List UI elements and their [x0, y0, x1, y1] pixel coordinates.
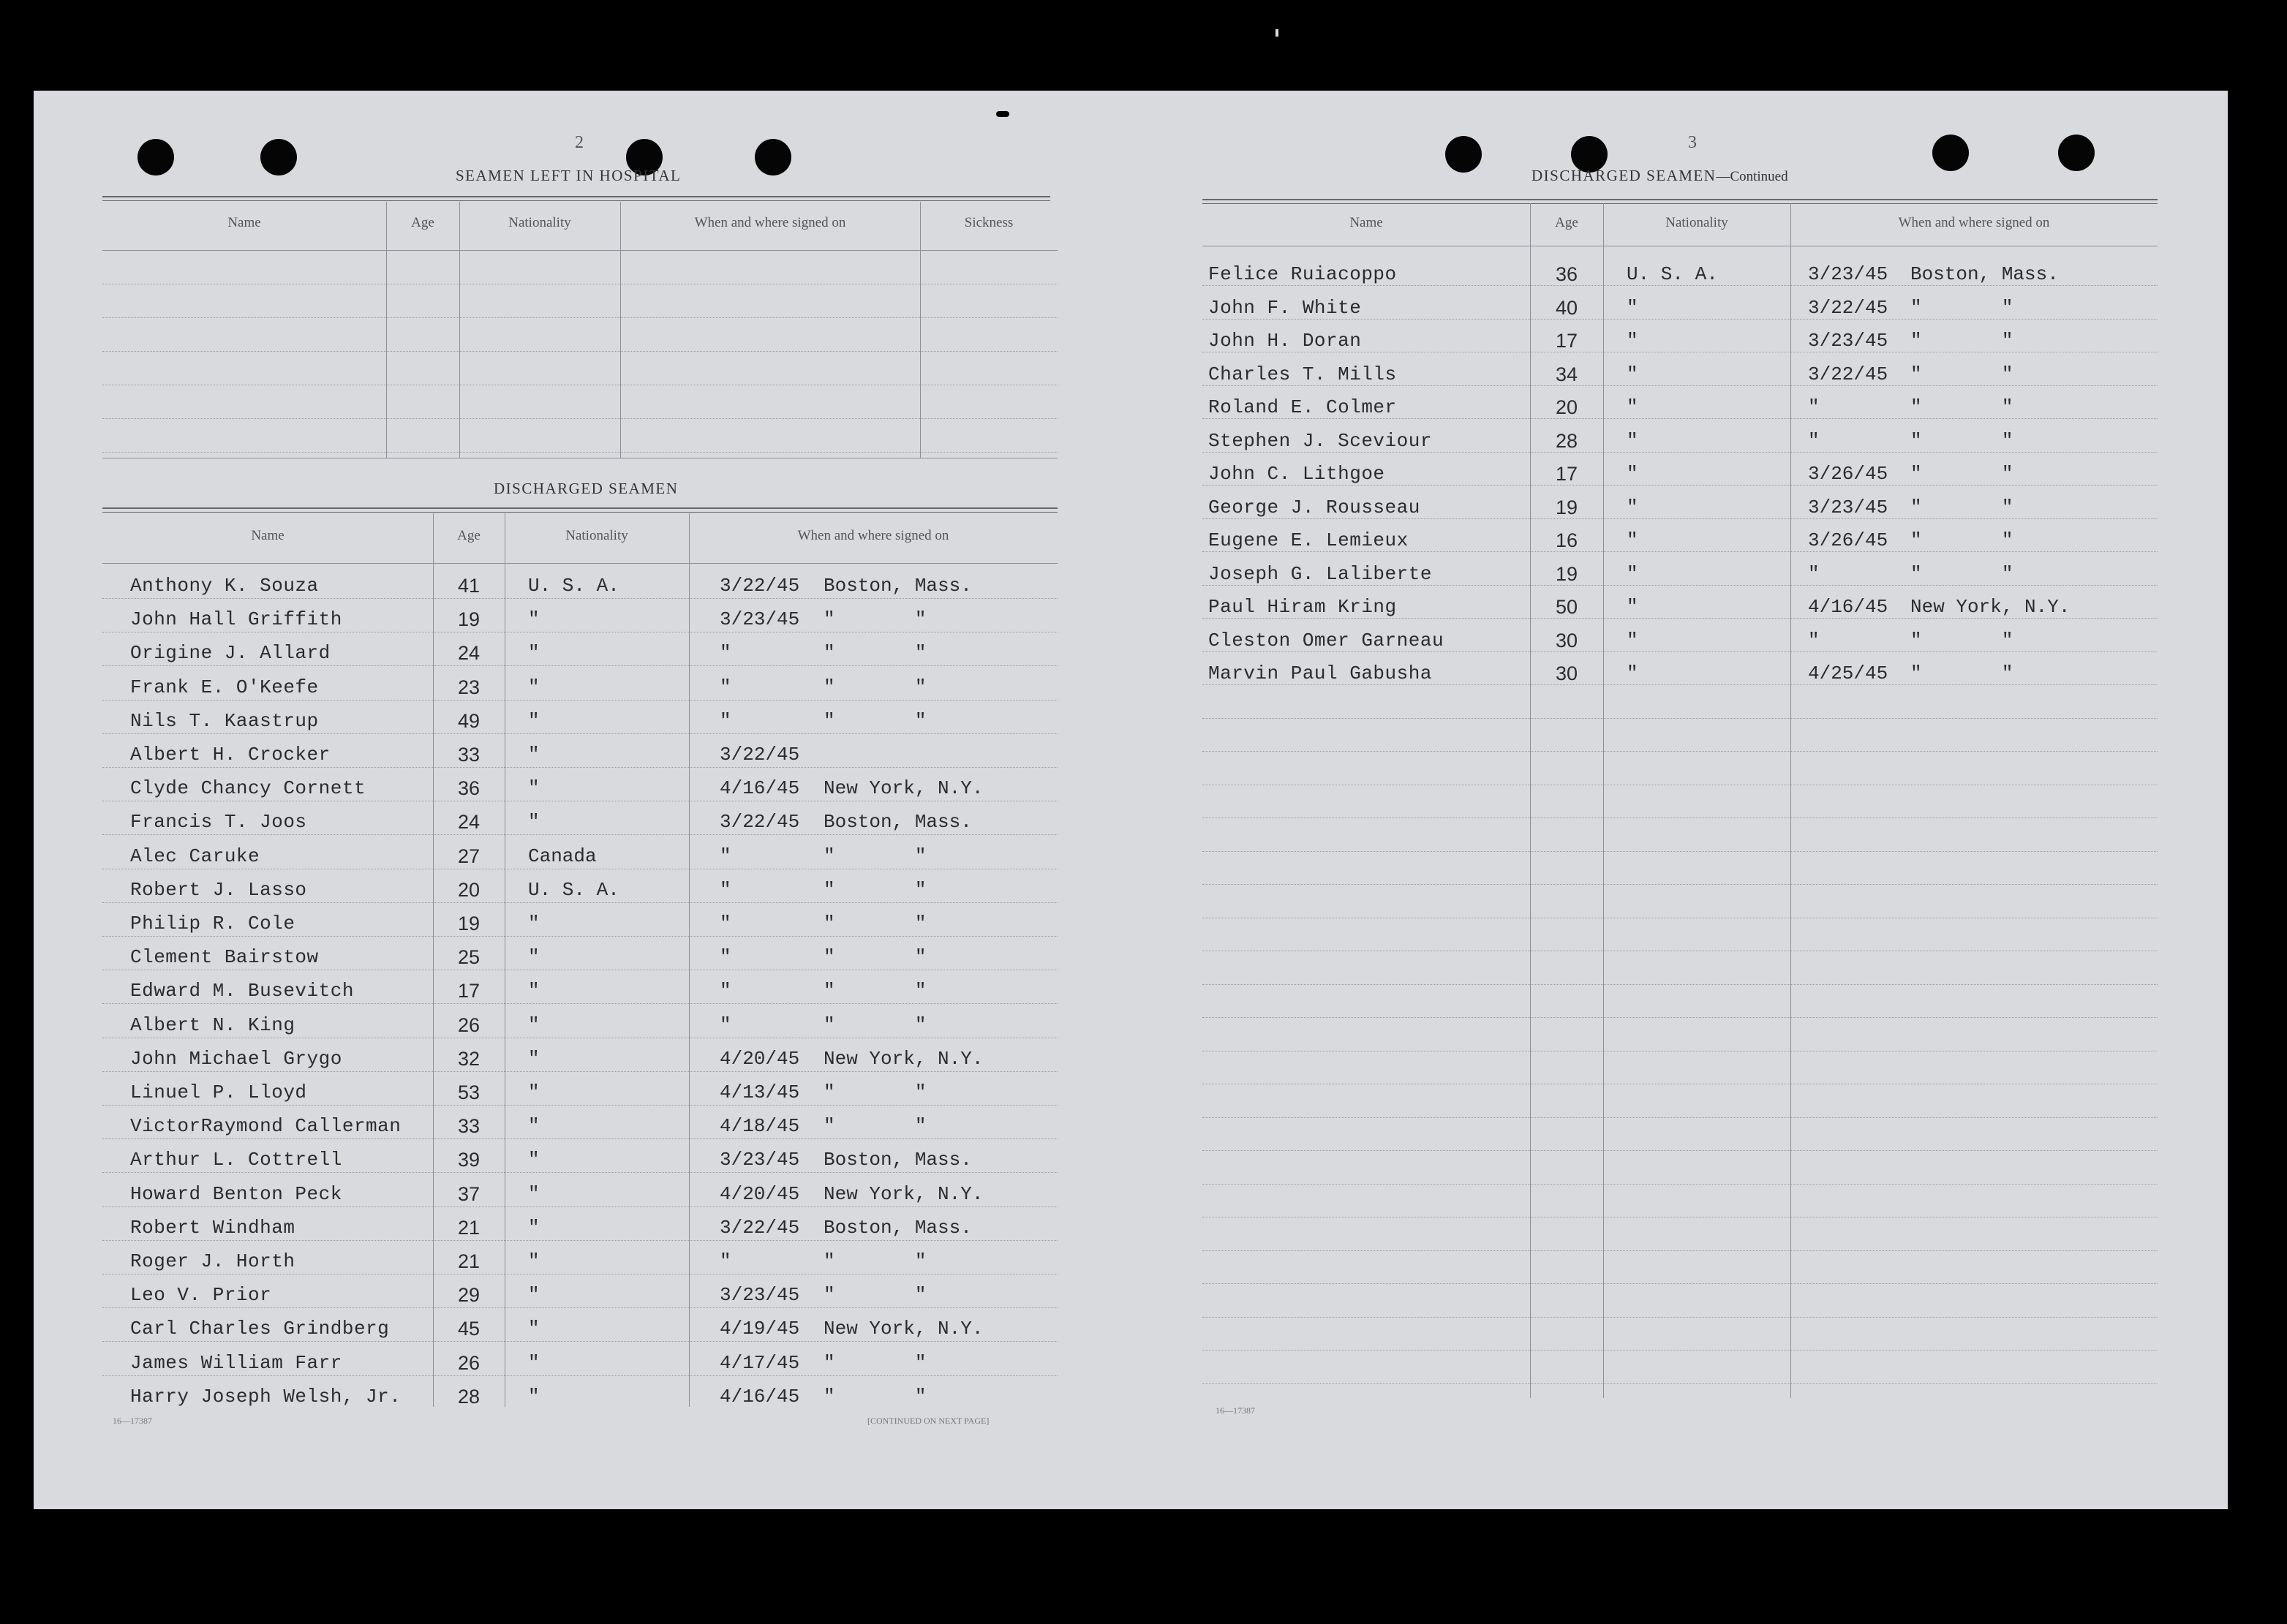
seaman-nationality: ": [1627, 529, 1638, 551]
signed-on-place: New York, N.Y.: [824, 1182, 984, 1205]
column-header: Nationality: [565, 528, 628, 543]
ruled-line: [102, 1105, 1058, 1106]
seaman-name: Nils T. Kaastrup: [130, 709, 319, 732]
ruled-line: [102, 1071, 1058, 1072]
ruled-line: [1202, 1017, 2158, 1018]
signed-on-date: 3/23/45: [720, 1149, 800, 1171]
signed-on-place: " ": [1910, 463, 2013, 485]
signed-on-date: 4/20/45: [720, 1182, 800, 1205]
right-footer-code: 16—17387: [1216, 1405, 1255, 1416]
ruled-line: [1202, 1350, 2158, 1351]
signed-on-date: 3/23/45: [1808, 496, 1888, 518]
seaman-nationality: ": [528, 709, 540, 732]
seaman-name: Clyde Chancy Cornett: [130, 777, 366, 800]
seaman-nationality: ": [528, 1081, 540, 1103]
seaman-name: Howard Benton Peck: [130, 1182, 342, 1205]
seaman-nationality: ": [528, 811, 540, 834]
column-header: Age: [1555, 215, 1578, 230]
seaman-nationality: ": [528, 1284, 540, 1307]
column-divider: [386, 202, 387, 458]
document-sheet: [34, 91, 2228, 1509]
seaman-name: John Michael Grygo: [130, 1047, 342, 1070]
signed-on-place: Boston, Mass.: [824, 1149, 972, 1171]
column-header: Age: [457, 528, 481, 543]
signed-on-place: Boston, Mass.: [1910, 263, 2059, 285]
seaman-age: 39: [457, 1149, 481, 1171]
ruled-line: [102, 1240, 1058, 1241]
form-line: [102, 418, 1058, 419]
signed-on-place: " ": [1910, 396, 2013, 418]
right-title-suffix: —Continued: [1716, 169, 1788, 184]
signed-on-date: ": [1808, 429, 1820, 452]
signed-on-place: " ": [824, 878, 927, 901]
signed-on-date: ": [720, 946, 731, 969]
right-title-main: DISCHARGED SEAMEN: [1531, 167, 1717, 184]
signed-on-date: 3/23/45: [720, 608, 800, 631]
signed-on-date: ": [720, 1250, 731, 1272]
hospital-column-header: Name: [227, 215, 261, 230]
seaman-age: 19: [457, 913, 481, 934]
ruled-line: [1202, 618, 2158, 619]
seaman-nationality: ": [1627, 363, 1638, 385]
signed-on-place: " ": [1910, 629, 2013, 652]
seaman-nationality: ": [528, 1250, 540, 1272]
seaman-nationality: U. S. A.: [528, 878, 619, 901]
seaman-name: Leo V. Prior: [130, 1284, 272, 1307]
signed-on-date: 3/22/45: [1808, 363, 1888, 385]
seaman-age: 19: [1555, 562, 1578, 585]
column-header: Nationality: [1665, 215, 1728, 230]
seaman-nationality: ": [1627, 662, 1638, 684]
signed-on-place: " ": [824, 1115, 927, 1138]
ruled-line: [1202, 385, 2158, 386]
seaman-name: Charles T. Mills: [1208, 363, 1397, 385]
ruled-line: [102, 834, 1058, 835]
form-line: [102, 351, 1058, 352]
seaman-nationality: ": [528, 980, 540, 1002]
seaman-nationality: ": [1627, 429, 1638, 452]
ruled-line: [1202, 851, 2158, 852]
left-page-number: 2: [575, 133, 584, 152]
hospital-column-header: Sickness: [964, 215, 1014, 230]
ruled-line: [1202, 751, 2158, 752]
signed-on-place: " ": [824, 608, 927, 631]
seaman-name: John Hall Griffith: [130, 608, 342, 631]
seaman-age: 26: [457, 1351, 481, 1374]
seaman-age: 37: [457, 1182, 481, 1205]
signed-on-date: 3/22/45: [1808, 296, 1888, 319]
ruled-line: [102, 1172, 1058, 1173]
form-line: [102, 452, 1058, 453]
ruled-line: [102, 598, 1058, 599]
seaman-age: 20: [457, 878, 481, 901]
signed-on-date: 4/18/45: [720, 1115, 800, 1138]
seaman-age: 34: [1555, 363, 1578, 385]
signed-on-date: ": [720, 878, 731, 901]
signed-on-date: 4/20/45: [720, 1047, 800, 1070]
header-rule: [102, 563, 1058, 564]
column-header: Name: [251, 528, 285, 543]
seaman-name: Roland E. Colmer: [1208, 396, 1397, 418]
hospital-title: SEAMEN LEFT IN HOSPITAL: [456, 167, 682, 184]
seaman-name: Cleston Omer Garneau: [1208, 629, 1444, 652]
seaman-name: Clement Bairstow: [130, 946, 319, 969]
signed-on-date: 4/19/45: [720, 1318, 800, 1340]
ruled-line: [102, 1138, 1058, 1139]
seaman-name: Origine J. Allard: [130, 642, 331, 665]
ruled-line: [1202, 585, 2158, 586]
ruled-line: [1202, 485, 2158, 486]
seaman-nationality: ": [1627, 463, 1638, 485]
signed-on-place: " ": [824, 1385, 927, 1408]
seaman-nationality: ": [528, 676, 540, 698]
seaman-nationality: ": [528, 1047, 540, 1070]
signed-on-place: New York, N.Y.: [1910, 596, 2071, 618]
signed-on-place: New York, N.Y.: [824, 1047, 984, 1070]
seaman-age: 36: [457, 777, 481, 800]
signed-on-date: ": [720, 980, 731, 1002]
seaman-nationality: ": [1627, 629, 1638, 652]
seaman-age: 17: [1555, 330, 1578, 352]
header-rule: [102, 250, 1058, 251]
seaman-name: Eugene E. Lemieux: [1208, 529, 1409, 551]
seaman-name: Anthony K. Souza: [130, 575, 319, 597]
seaman-age: 29: [457, 1284, 481, 1307]
column-divider: [1603, 203, 1604, 1398]
seaman-name: Marvin Paul Gabusha: [1208, 662, 1432, 684]
seaman-name: Philip R. Cole: [130, 913, 295, 934]
seaman-age: 50: [1555, 596, 1578, 618]
ruled-line: [1202, 1117, 2158, 1118]
right-page-number: 3: [1688, 133, 1697, 152]
signed-on-date: 3/23/45: [1808, 330, 1888, 352]
column-divider: [459, 202, 460, 458]
signed-on-date: ": [720, 676, 731, 698]
seaman-nationality: ": [528, 1115, 540, 1138]
column-header: When and where signed on: [797, 528, 949, 543]
seaman-age: 33: [457, 744, 481, 766]
punch-hole: [755, 139, 791, 175]
signed-on-place: " ": [824, 1250, 927, 1272]
signed-on-date: 4/25/45: [1808, 662, 1888, 684]
ruled-line: [1202, 1317, 2158, 1318]
seaman-nationality: ": [528, 1318, 540, 1340]
ruled-line: [102, 1375, 1058, 1376]
seaman-age: 24: [457, 811, 481, 834]
signed-on-date: 3/26/45: [1808, 463, 1888, 485]
seaman-age: 19: [1555, 496, 1578, 518]
seaman-age: 41: [457, 575, 481, 597]
seaman-age: 16: [1555, 529, 1578, 551]
discharged-title: DISCHARGED SEAMEN: [494, 480, 679, 497]
ruled-line: [1202, 1184, 2158, 1185]
signed-on-place: " ": [1910, 529, 2013, 551]
seaman-nationality: ": [528, 1385, 540, 1408]
signed-on-place: " ": [1910, 496, 2013, 518]
seaman-nationality: ": [1627, 330, 1638, 352]
signed-on-place: " ": [824, 980, 927, 1002]
seaman-nationality: ": [528, 777, 540, 800]
seaman-nationality: ": [528, 1013, 540, 1036]
seaman-age: 45: [457, 1318, 481, 1340]
seaman-name: Joseph G. Laliberte: [1208, 562, 1432, 585]
signed-on-place: " ": [1910, 363, 2013, 385]
ruled-line: [102, 767, 1058, 768]
seaman-name: Roger J. Horth: [130, 1250, 295, 1272]
seaman-nationality: ": [528, 1182, 540, 1205]
signed-on-date: 3/22/45: [720, 744, 800, 766]
seaman-age: 21: [457, 1250, 481, 1272]
ruled-line: [102, 936, 1058, 937]
signed-on-date: 3/22/45: [720, 1216, 800, 1239]
ruled-line: [1202, 984, 2158, 985]
punch-hole: [1445, 136, 1482, 173]
scan-speck: [1276, 29, 1278, 37]
seaman-nationality: ": [528, 642, 540, 665]
signed-on-place: " ": [824, 1081, 927, 1103]
signed-on-place: " ": [824, 1351, 927, 1374]
signed-on-place: " ": [824, 845, 927, 867]
ruled-line: [1202, 418, 2158, 419]
ruled-line: [1202, 285, 2158, 286]
signed-on-date: ": [720, 709, 731, 732]
signed-on-date: 4/17/45: [720, 1351, 800, 1374]
seaman-age: 30: [1555, 662, 1578, 684]
seaman-name: Albert H. Crocker: [130, 744, 331, 766]
seaman-name: James William Farr: [130, 1351, 342, 1374]
seaman-nationality: ": [1627, 396, 1638, 418]
seaman-name: Felice Ruiacoppo: [1208, 263, 1397, 285]
seaman-nationality: ": [1627, 496, 1638, 518]
signed-on-place: Boston, Mass.: [824, 811, 972, 834]
seaman-age: 23: [457, 676, 481, 698]
column-divider: [920, 202, 921, 458]
seaman-age: 33: [457, 1115, 481, 1138]
seaman-age: 28: [457, 1385, 481, 1408]
seaman-age: 25: [457, 946, 481, 969]
seaman-name: George J. Rousseau: [1208, 496, 1420, 518]
signed-on-place: Boston, Mass.: [824, 575, 972, 597]
right-title: [1531, 167, 1788, 185]
signed-on-date: 3/23/45: [720, 1284, 800, 1307]
column-divider: [1790, 203, 1791, 1398]
signed-on-place: New York, N.Y.: [824, 777, 984, 800]
seaman-name: Harry Joseph Welsh, Jr.: [130, 1385, 402, 1408]
ruled-line: [1202, 1250, 2158, 1251]
punch-hole: [1932, 135, 1969, 171]
left-footer-code: 16—17387: [113, 1416, 152, 1426]
hospital-column-header: When and where signed on: [694, 215, 846, 230]
hospital-column-header: Nationality: [508, 215, 571, 230]
signed-on-place: " ": [824, 709, 927, 732]
seaman-nationality: Canada: [528, 845, 597, 867]
signed-on-date: 4/13/45: [720, 1081, 800, 1103]
punch-hole: [260, 139, 297, 175]
signed-on-date: 3/22/45: [720, 811, 800, 834]
signed-on-date: ": [720, 913, 731, 934]
signed-on-place: Boston, Mass.: [824, 1216, 972, 1239]
seaman-name: Arthur L. Cottrell: [130, 1149, 342, 1171]
hospital-column-header: Age: [411, 215, 434, 230]
seaman-age: 19: [457, 608, 481, 631]
ruled-line: [102, 1206, 1058, 1207]
signed-on-place: " ": [1910, 662, 2013, 684]
seaman-name: Robert Windham: [130, 1216, 295, 1239]
seaman-age: 32: [457, 1047, 481, 1070]
signed-on-place: " ": [1910, 296, 2013, 319]
column-header: When and where signed on: [1898, 215, 2050, 230]
signed-on-place: " ": [824, 676, 927, 698]
ruled-line: [1202, 452, 2158, 453]
seaman-nationality: ": [528, 1216, 540, 1239]
seaman-age: 17: [1555, 463, 1578, 485]
seaman-nationality: U. S. A.: [1627, 263, 1718, 285]
seaman-nationality: ": [1627, 562, 1638, 585]
signed-on-place: " ": [824, 1284, 927, 1307]
seaman-age: 20: [1555, 396, 1578, 418]
scan-speck: [996, 111, 1009, 117]
seaman-name: Paul Hiram Kring: [1208, 596, 1397, 618]
signed-on-place: " ": [824, 642, 927, 665]
form-line: [102, 317, 1058, 318]
ruled-line: [1202, 817, 2158, 818]
seaman-age: 24: [457, 642, 481, 665]
seaman-age: 40: [1555, 296, 1578, 319]
seaman-age: 26: [457, 1013, 481, 1036]
signed-on-date: ": [1808, 396, 1820, 418]
seaman-age: 30: [1555, 629, 1578, 652]
signed-on-date: 4/16/45: [720, 1385, 800, 1408]
seaman-age: 49: [457, 709, 481, 732]
seaman-name: Edward M. Busevitch: [130, 980, 354, 1002]
ruled-line: [1202, 1383, 2158, 1384]
seaman-nationality: ": [1627, 596, 1638, 618]
column-divider: [620, 202, 621, 458]
seaman-name: Frank E. O'Keefe: [130, 676, 319, 698]
column-header: Name: [1349, 215, 1383, 230]
seaman-name: Robert J. Lasso: [130, 878, 307, 901]
seaman-name: John F. White: [1208, 296, 1362, 319]
continued-note: [CONTINUED ON NEXT PAGE]: [867, 1416, 990, 1426]
ruled-line: [1202, 884, 2158, 885]
seaman-nationality: ": [1627, 296, 1638, 319]
seaman-name: Francis T. Joos: [130, 811, 307, 834]
ruled-line: [1202, 551, 2158, 552]
seaman-age: 17: [457, 980, 481, 1002]
seaman-nationality: ": [528, 913, 540, 934]
signed-on-date: ": [720, 1013, 731, 1036]
ruled-line: [1202, 718, 2158, 719]
punch-hole: [2058, 135, 2095, 171]
seaman-nationality: ": [528, 608, 540, 631]
ruled-line: [102, 665, 1058, 666]
ruled-line: [102, 733, 1058, 734]
signed-on-place: " ": [1910, 429, 2013, 452]
ruled-line: [1202, 319, 2158, 320]
seaman-age: 27: [457, 845, 481, 867]
seaman-age: 21: [457, 1216, 481, 1239]
ruled-line: [1202, 684, 2158, 685]
signed-on-place: " ": [824, 946, 927, 969]
ruled-line: [102, 1307, 1058, 1308]
seaman-name: Carl Charles Grindberg: [130, 1318, 390, 1340]
signed-on-date: 3/23/45: [1808, 263, 1888, 285]
seaman-nationality: ": [528, 946, 540, 969]
seaman-nationality: ": [528, 1149, 540, 1171]
signed-on-place: " ": [824, 1013, 927, 1036]
seaman-name: John H. Doran: [1208, 330, 1362, 352]
seaman-name: Alec Caruke: [130, 845, 260, 867]
signed-on-place: " ": [1910, 562, 2013, 585]
ruled-line: [102, 902, 1058, 903]
seaman-name: Albert N. King: [130, 1013, 295, 1036]
seaman-age: 36: [1555, 263, 1578, 285]
seaman-name: John C. Lithgoe: [1208, 463, 1385, 485]
punch-hole: [137, 139, 174, 175]
ruled-line: [102, 1003, 1058, 1004]
seaman-nationality: ": [528, 744, 540, 766]
ruled-line: [1202, 1283, 2158, 1284]
column-divider: [689, 513, 690, 1407]
signed-on-date: 4/16/45: [720, 777, 800, 800]
ruled-line: [102, 1341, 1058, 1342]
seaman-age: 28: [1555, 429, 1578, 452]
signed-on-date: 3/26/45: [1808, 529, 1888, 551]
signed-on-date: ": [1808, 562, 1820, 585]
signed-on-date: ": [1808, 629, 1820, 652]
ruled-line: [1202, 518, 2158, 519]
seaman-name: VictorRaymond Callerman: [130, 1115, 402, 1138]
seaman-age: 53: [457, 1081, 481, 1103]
seaman-nationality: ": [528, 1351, 540, 1374]
signed-on-place: " ": [1910, 330, 2013, 352]
signed-on-place: " ": [824, 913, 927, 934]
signed-on-place: New York, N.Y.: [824, 1318, 984, 1340]
signed-on-date: ": [720, 642, 731, 665]
seaman-nationality: U. S. A.: [528, 575, 619, 597]
seaman-name: Stephen J. Sceviour: [1208, 429, 1432, 452]
signed-on-date: 4/16/45: [1808, 596, 1888, 618]
seaman-name: Linuel P. Lloyd: [130, 1081, 307, 1103]
ruled-line: [1202, 1150, 2158, 1151]
signed-on-date: ": [720, 845, 731, 867]
signed-on-date: 3/22/45: [720, 575, 800, 597]
